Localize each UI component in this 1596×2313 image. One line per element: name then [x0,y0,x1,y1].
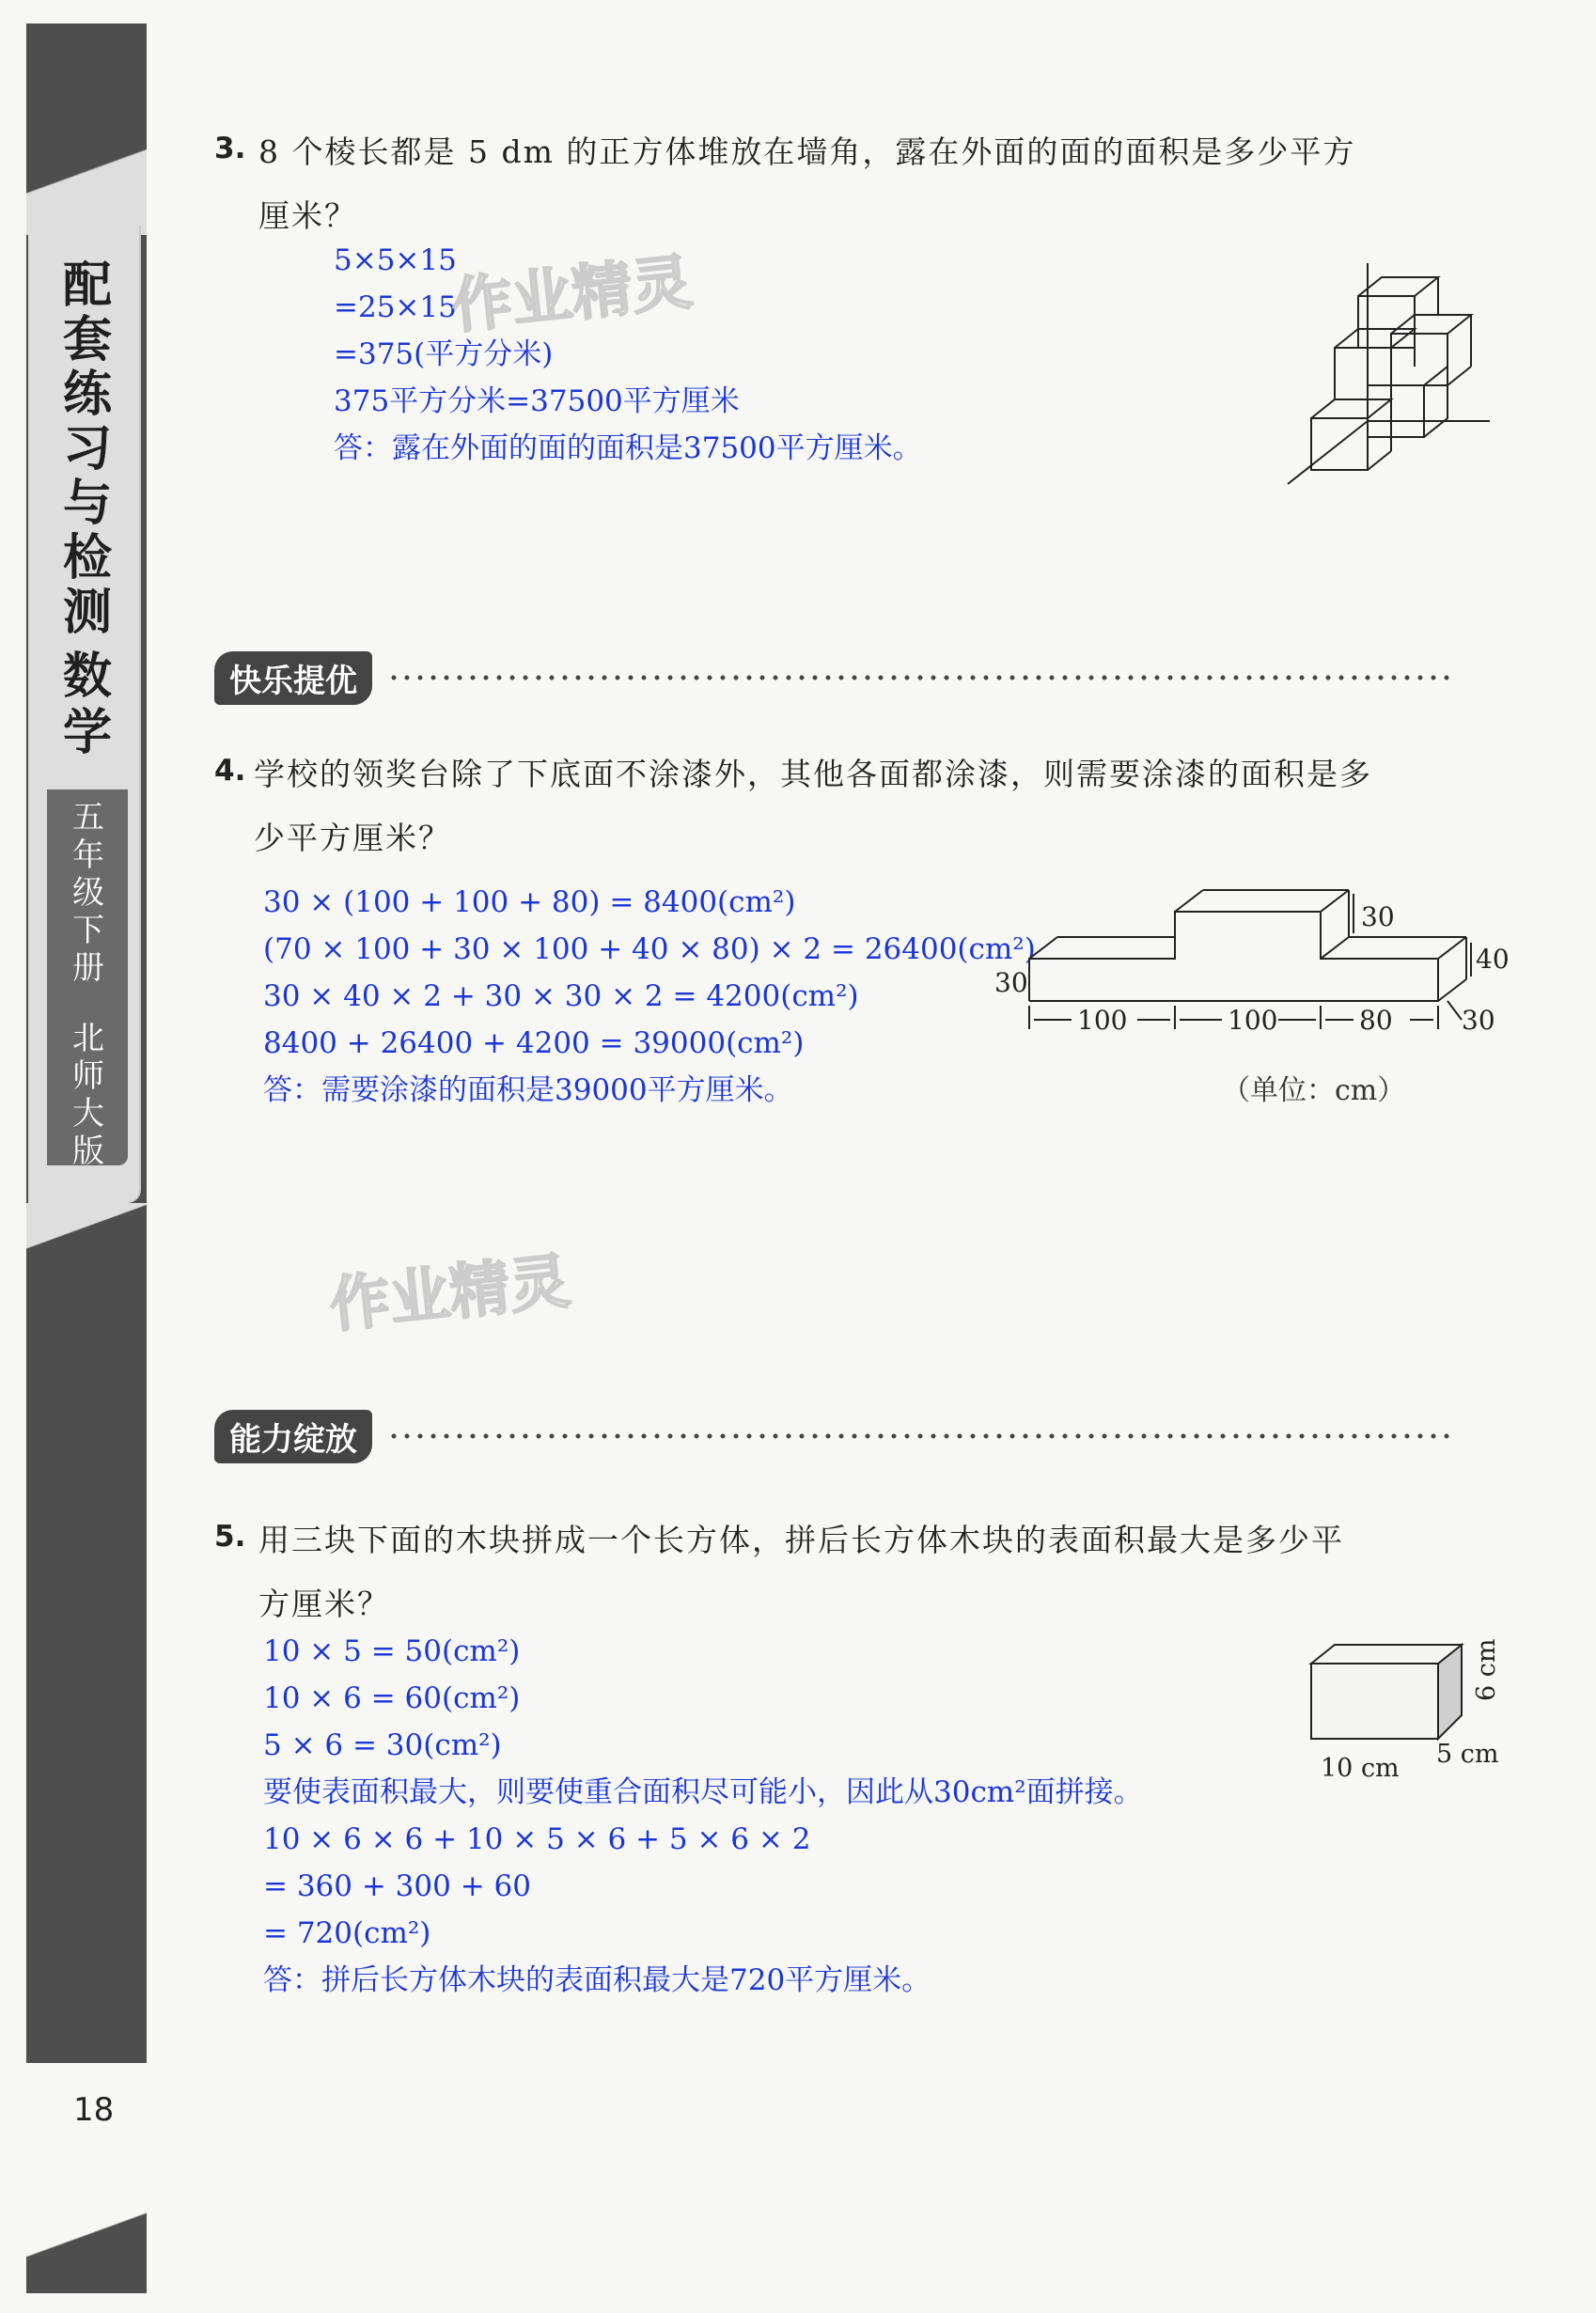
podium-label: 30 [1361,901,1395,932]
section-badge: 能力绽放 [214,1410,372,1463]
block-width-label: 5 cm [1436,1740,1499,1769]
sidebar-diagonal-top [26,113,147,235]
podium-label: 30 [994,967,1028,998]
answer-line: 答：拼后长方体木块的表面积最大是720平方厘米。 [263,1963,931,1997]
edition-label: 北师大版 [72,1020,104,1170]
cube-stack-figure [1278,254,1494,498]
dotted-divider [387,1433,1449,1439]
watermark: 作业精灵 [326,1246,573,1342]
answer-line: (70 × 100 + 30 × 100 + 40 × 80) × 2 = 26400(cm²) [263,932,1036,966]
answer-line: 30 × (100 + 100 + 80) = 8400(cm²) [263,885,796,919]
question-4-answer [263,879,1036,1114]
watermark: 作业精灵 [448,247,696,343]
question-3-number: 3. [214,132,246,165]
answer-line: =375(平方分米) [334,337,554,371]
answer-line: 5×5×15 [334,243,457,277]
dotted-divider [387,675,1449,680]
answer-line: 375平方分米=37500平方厘米 [334,384,740,418]
block-length-label: 10 cm [1321,1754,1400,1783]
podium-label: 30 [1462,1005,1495,1036]
answer-line: 10 × 6 × 6 + 10 × 5 × 6 + 5 × 6 × 2 [263,1822,811,1856]
answer-line: 答：需要涂漆的面积是39000平方厘米。 [263,1073,793,1107]
answer-line: 30 × 40 × 2 + 30 × 30 × 2 = 4200(cm²) [263,979,859,1013]
podium-label: 80 [1359,1005,1393,1036]
series-title: 配套练习与检测 [62,258,112,641]
answer-line: 要使表面积最大，则要使重合面积尽可能小，因此从30cm²面拼接。 [263,1775,1143,1809]
podium-label: 100 [1228,1005,1278,1036]
page-number: 18 [73,2091,115,2129]
answer-line: 8400 + 26400 + 4200 = 39000(cm²) [263,1026,805,1060]
question-5-text-line1: 用三块下面的木块拼成一个长方体，拼后长方体木块的表面积最大是多少平 [258,1522,1344,1558]
question-5-answer [263,1628,1143,2004]
section-badge: 快乐提优 [214,651,372,705]
podium-figure [987,869,1513,1048]
question-4-number: 4. [214,754,246,788]
question-3-text-line2: 厘米？ [258,197,357,234]
answer-line: = 360 + 300 + 60 [263,1869,531,1903]
subject-title: 数学 [62,649,112,761]
grade-label: 五年级下册 [72,799,104,987]
sidebar-corner [26,2190,147,2293]
answer-line: =25×15 [334,290,457,324]
section-header-2 [214,1410,1449,1462]
question-3-text-line1: 8 个棱长都是 5 dm 的正方体堆放在墙角，露在外面的面的面积是多少平方 [258,133,1356,170]
answer-line: = 720(cm²) [263,1916,431,1950]
podium-label: 40 [1476,944,1510,975]
question-5-number: 5. [214,1520,246,1554]
answer-line: 10 × 6 = 60(cm²) [263,1681,521,1715]
question-4-text-line1: 学校的领奖台除了下底面不涂漆外，其他各面都涂漆，则需要涂漆的面积是多 [254,756,1372,792]
sidebar-diagonal-bottom [26,1203,147,1259]
block-height-label: 6 cm [1472,1638,1501,1701]
question-4-text-line2: 少平方厘米？ [254,820,451,856]
unit-note: （单位：cm） [1222,1074,1406,1107]
section-header-1 [214,651,1449,704]
answer-line: 答：露在外面的面的面积是37500平方厘米。 [334,431,922,465]
block-figure [1297,1635,1513,1800]
question-5-text-line2: 方厘米？ [258,1586,390,1622]
answer-line: 10 × 5 = 50(cm²) [263,1634,521,1668]
podium-label: 100 [1077,1005,1128,1036]
answer-line: 5 × 6 = 30(cm²) [263,1728,502,1762]
